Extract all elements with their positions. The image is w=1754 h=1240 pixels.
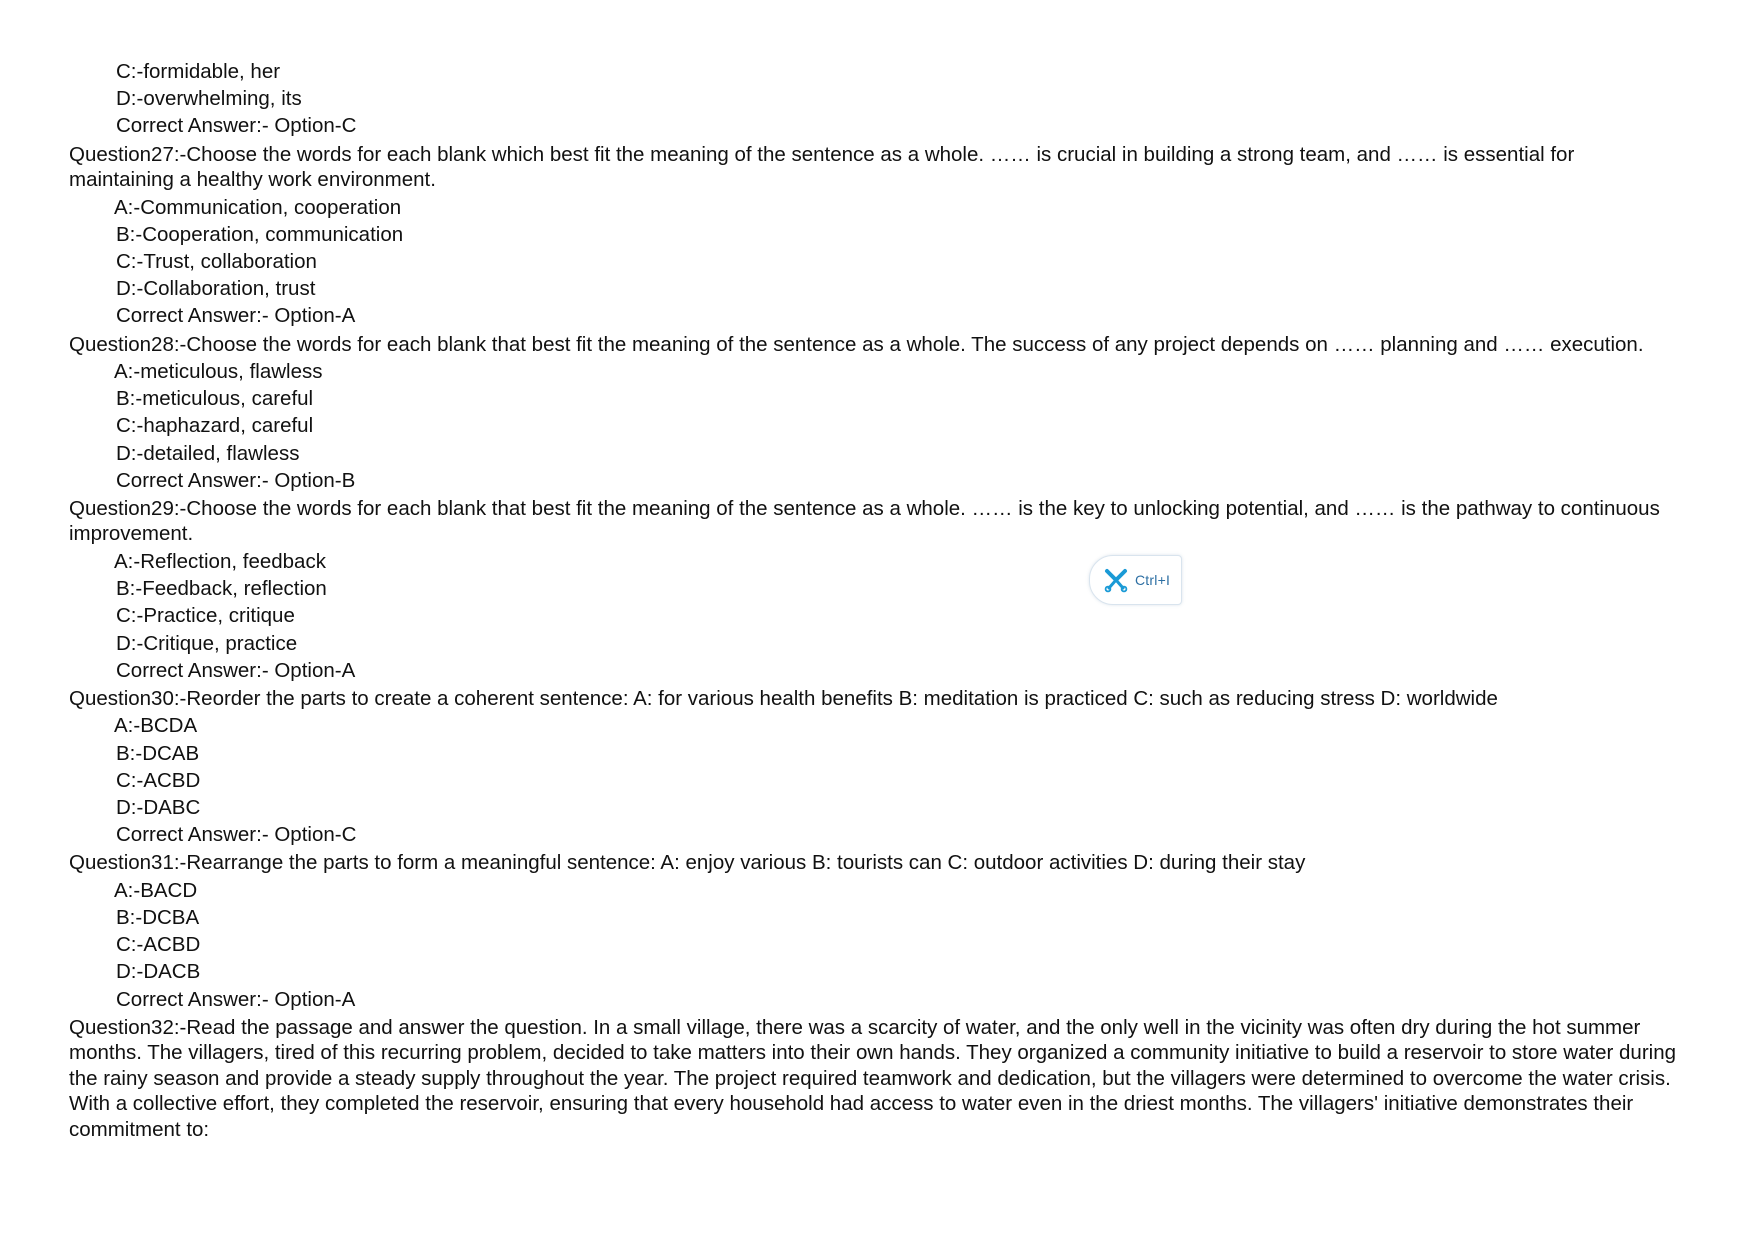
question-text: Question27:-Choose the words for each blank which best fit the meaning of the sentence as a whole. …… is crucial in building a strong team, and …… is essential for maintaining a healthy work environment.: [69, 142, 1575, 192]
answer-option: C:-ACBD: [116, 768, 201, 792]
answer-option: A:-meticulous, flawless: [114, 360, 323, 383]
answer-option: B:-DCAB: [116, 741, 200, 765]
answer-option: C:-ACBD: [116, 933, 201, 957]
answer-option: D:-DACB: [116, 960, 201, 984]
answer-option: C:-Trust, collaboration: [116, 249, 317, 273]
answer-option: D:-detailed, flawless: [116, 441, 300, 465]
correct-answer: Correct Answer:- Option-A: [116, 987, 356, 1011]
answer-option: D:-DABC: [116, 795, 201, 819]
answer-option: B:-DCBA: [116, 906, 200, 929]
answer-option: B:-meticulous, careful: [116, 387, 314, 411]
correct-answer: Correct Answer:- Option-C: [116, 823, 357, 847]
answer-option: C:-Practice, critique: [116, 604, 295, 628]
answer-option: A:-Reflection, feedback: [114, 549, 326, 573]
answer-option: C:-haphazard, careful: [116, 414, 314, 438]
answer-option: C:-formidable, her: [116, 60, 281, 83]
answer-option: A:-BACD: [114, 878, 198, 902]
answer-option: D:-overwhelming, its: [116, 87, 302, 111]
question-text: Question30:-Reorder the parts to create a coherent sentence: A: for various health benefits B: meditation is practiced C: such as reducing stress D: worldwide: [69, 686, 1498, 710]
correct-answer: Correct Answer:- Option-B: [116, 468, 356, 492]
answer-option: D:-Collaboration, trust: [116, 277, 316, 301]
correct-answer: Correct Answer:- Option-A: [116, 658, 356, 682]
answer-option: A:-BCDA: [114, 714, 198, 738]
answer-option: B:-Cooperation, communication: [116, 222, 404, 246]
answer-option: B:-Feedback, reflection: [116, 577, 327, 601]
question-text: Question32:-Read the passage and answer the question. In a small village, there was a scarcity of water, and the only well in the vicinity was often dry during the hot summer months. The villagers, tired of this recurring problem, decided to take matters into their own hands. They organized a community initiative to build a reservoir to store water during the rainy season and provide a steady supply throughout the year. The project required teamwork and dedication, but the villagers were determined to overcome the water crisis. With a collective effort, they completed the reservoir, ensuring that every household had access to water even in the driest months. The villagers' initiative demonstrates their commitment to:: [69, 1015, 1676, 1141]
question-text: Question28:-Choose the words for each blank that best fit the meaning of the sentence as a whole. The success of any project depends on …… planning and …… execution.: [69, 332, 1644, 356]
question-list: [69, 58, 1699, 1143]
ctrl-i-label: Ctrl+I: [1135, 572, 1171, 588]
correct-answer: Correct Answer:- Option-A: [116, 304, 356, 328]
question-text: Question29:-Choose the words for each blank that best fit the meaning of the sentence as a whole. …… is the key to unlocking potential, and …… is the pathway to continuous improvement.: [69, 496, 1660, 546]
ctrl-i-widget[interactable]: [1089, 555, 1182, 605]
question-text: Question31:-Rearrange the parts to form a meaningful sentence: A: enjoy various B: tourists can C: outdoor activities D: during their stay: [69, 851, 1306, 875]
scissors-icon: [1103, 567, 1129, 593]
answer-option: D:-Critique, practice: [116, 631, 298, 655]
correct-answer: Correct Answer:- Option-C: [116, 114, 357, 138]
answer-option: A:-Communication, cooperation: [114, 195, 402, 219]
